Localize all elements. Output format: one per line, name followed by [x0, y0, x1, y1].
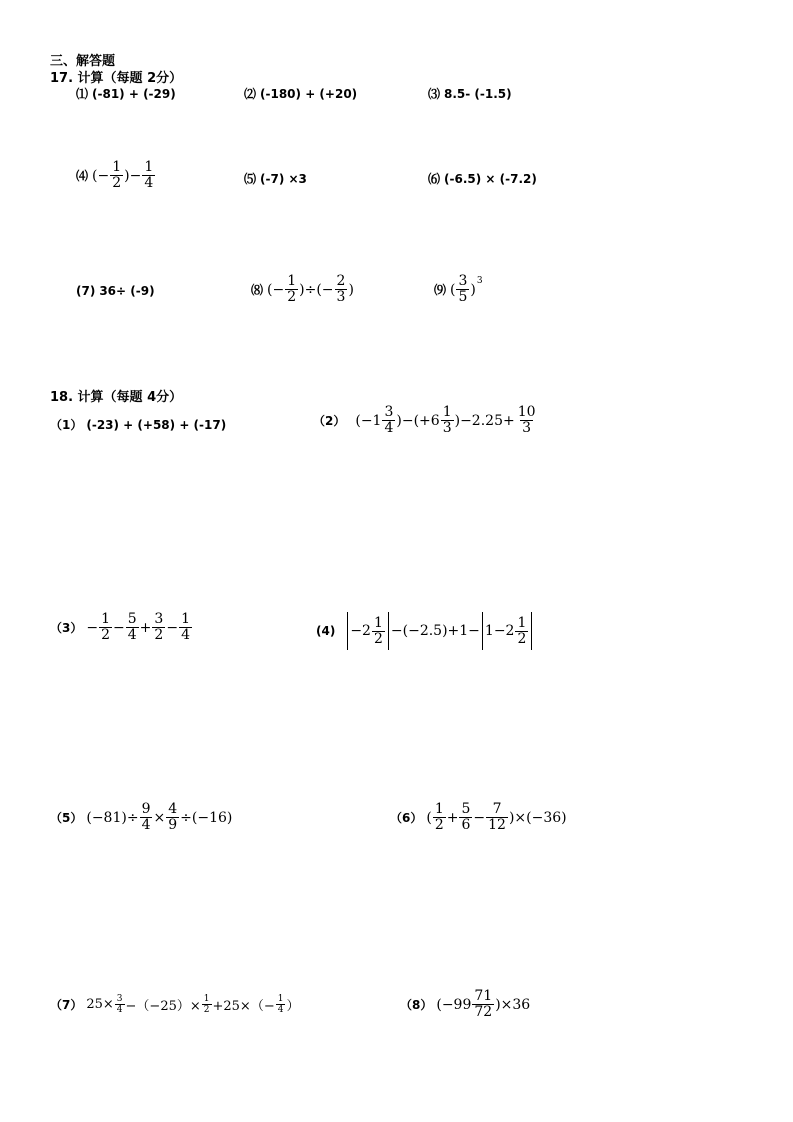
fraction: [372, 616, 385, 647]
denominator: 2: [373, 630, 383, 647]
absolute-value-bar: [388, 612, 389, 650]
problem-expression: (-6.5) × (-7.2): [444, 171, 537, 186]
math-text: −(−2.5)+1−: [390, 623, 480, 639]
q18-problem-4: [316, 612, 534, 650]
q17-title: 17. 计算（每题 2分）: [50, 71, 183, 86]
math-text: ): [348, 281, 354, 298]
math-text: −2: [350, 623, 371, 639]
denominator: 12: [488, 817, 506, 833]
fraction: [441, 405, 454, 436]
math-text: (−99: [436, 996, 472, 1013]
numerator: 4: [168, 801, 178, 817]
numerator: 5: [127, 611, 137, 627]
problem-expression: 8.5- (-1.5): [444, 86, 512, 101]
fraction: [285, 274, 298, 305]
fraction: [472, 989, 494, 1020]
math-text: −: [166, 619, 179, 636]
problem-label: （7）: [50, 998, 83, 1012]
problem-label: ⑶: [428, 87, 441, 101]
problem-expression: (-180) + (+20): [260, 86, 358, 101]
numerator: 2: [336, 273, 346, 289]
denominator: 4: [181, 627, 190, 643]
problem-expression: [267, 274, 354, 305]
numerator: 10: [517, 404, 536, 420]
fraction: [179, 612, 192, 643]
numerator: 3: [458, 273, 468, 289]
exponent: 3: [476, 275, 483, 286]
denominator: 4: [141, 817, 151, 833]
denominator: 4: [277, 1005, 284, 1015]
q17-problem-3: [428, 85, 512, 102]
denominator: 3: [336, 289, 346, 305]
problem-expression: [426, 802, 566, 833]
math-text: −: [113, 619, 125, 636]
q17-problem-4: [76, 160, 156, 191]
problem-label: ⑵: [244, 87, 257, 101]
numerator: 1: [277, 994, 284, 1004]
problem-label: ⑷: [76, 169, 89, 183]
denominator: 2: [112, 175, 122, 191]
math-text: (−: [267, 281, 285, 298]
denominator: 4: [144, 175, 154, 191]
fraction: [142, 160, 155, 191]
math-text: −: [86, 619, 99, 636]
numerator: 1: [517, 614, 527, 631]
fraction: [335, 274, 348, 305]
numerator: 1: [287, 273, 297, 289]
section-title: 三、解答题: [50, 54, 116, 69]
fraction: [516, 405, 538, 436]
fraction: [456, 274, 469, 305]
numerator: 3: [116, 994, 123, 1004]
fraction: [515, 616, 528, 647]
denominator: 3: [442, 420, 452, 436]
problem-expression: [92, 160, 156, 191]
problem-expression: 36÷ (-9): [99, 284, 155, 298]
denominator: 72: [474, 1004, 493, 1020]
q17-problem-5: [244, 170, 307, 187]
math-text: +25×（−: [212, 999, 275, 1014]
q18-title: 18. 计算（每题 4分）: [50, 390, 183, 405]
fraction: [202, 994, 212, 1015]
problem-expression: [355, 405, 538, 436]
absolute-value-bar: [482, 612, 483, 650]
q17-problem-9: [434, 274, 483, 305]
numerator: 1: [442, 404, 452, 420]
math-text: −（−25）×: [125, 999, 201, 1014]
denominator: 4: [384, 420, 394, 436]
math-text: ×: [153, 809, 166, 826]
problem-expression: (-23) + (+58) + (-17): [86, 417, 227, 432]
numerator: 1: [181, 611, 190, 627]
numerator: 7: [492, 801, 502, 817]
denominator: 4: [127, 627, 137, 643]
problem-label: ⑴: [76, 87, 89, 101]
denominator: 9: [168, 817, 178, 833]
math-text: )×(−36): [508, 809, 567, 826]
denominator: 2: [434, 817, 444, 833]
denominator: 2: [287, 289, 297, 305]
problem-expression: (-7) ×3: [260, 171, 307, 186]
q18-problem-5: [50, 802, 232, 833]
problem-label: （8）: [400, 998, 433, 1012]
math-text: (−: [92, 167, 110, 184]
q17-problem-6: [428, 170, 537, 187]
fraction: [166, 802, 179, 833]
math-text: ）: [286, 999, 300, 1014]
fraction: [433, 802, 446, 833]
math-text: )÷(−: [299, 281, 334, 298]
q18-problem-1: [50, 416, 226, 433]
fraction: [115, 994, 125, 1015]
numerator: 1: [101, 611, 111, 627]
numerator: 1: [434, 801, 444, 817]
absolute-value-bar: [347, 612, 348, 650]
denominator: 5: [458, 289, 468, 305]
q18-problem-8: [400, 989, 530, 1020]
math-text: (: [426, 809, 432, 826]
q18-problem-7: [50, 994, 299, 1015]
absolute-value-bar: [531, 612, 532, 650]
math-text: −: [473, 809, 486, 826]
problem-expression: [450, 274, 483, 305]
problem-label: （5）: [50, 811, 83, 825]
problem-expression: [86, 612, 193, 643]
problem-expression: [86, 802, 232, 833]
denominator: 4: [116, 1005, 123, 1015]
problem-label: （2）: [313, 414, 346, 428]
numerator: 3: [384, 404, 394, 420]
q17-problem-7: [76, 284, 155, 298]
math-text: )−: [124, 167, 142, 184]
math-text: 1−2: [484, 623, 515, 639]
fraction: [276, 994, 286, 1015]
fraction: [459, 802, 472, 833]
math-text: (−81)÷: [86, 809, 139, 826]
math-text: (: [450, 281, 456, 298]
numerator: 71: [474, 988, 493, 1004]
math-text: )×36: [495, 996, 531, 1013]
math-text: (−1: [355, 412, 382, 429]
numerator: 3: [154, 611, 164, 627]
fraction: [382, 405, 395, 436]
denominator: 2: [203, 1005, 210, 1015]
problem-label: ⑻: [251, 283, 264, 297]
math-text: )−2.25+: [454, 412, 515, 429]
numerator: 1: [144, 159, 154, 175]
problem-expression: [436, 989, 530, 1020]
math-text: +: [139, 619, 152, 636]
problem-label: (4): [316, 624, 336, 638]
math-text: 25×: [86, 997, 114, 1012]
numerator: 1: [373, 614, 383, 631]
math-text: +: [446, 809, 459, 826]
numerator: 9: [141, 801, 151, 817]
denominator: 6: [461, 817, 471, 833]
problem-label: ⑼: [434, 283, 447, 297]
fraction: [99, 612, 112, 643]
problem-label: (7): [76, 284, 96, 298]
fraction: [126, 612, 139, 643]
problem-expression: [86, 994, 299, 1015]
q18-problem-2: [313, 405, 539, 436]
denominator: 2: [517, 630, 527, 647]
q17-problem-2: [244, 85, 357, 102]
problem-expression: (-81) + (-29): [92, 86, 176, 101]
denominator: 3: [522, 420, 532, 436]
problem-label: ⑹: [428, 172, 441, 186]
q18-problem-6: [390, 802, 567, 833]
q17-problem-1: [76, 85, 176, 102]
q17-problem-8: [251, 274, 354, 305]
numerator: 5: [461, 801, 471, 817]
numerator: 1: [112, 159, 122, 175]
math-text: ): [470, 281, 476, 298]
denominator: 2: [101, 627, 111, 643]
problem-label: （3）: [50, 621, 83, 635]
fraction: [152, 612, 165, 643]
problem-label: （6）: [390, 811, 423, 825]
problem-label: ⑸: [244, 172, 257, 186]
q18-problem-3: [50, 612, 193, 643]
numerator: 1: [203, 994, 210, 1004]
denominator: 2: [154, 627, 164, 643]
fraction: [140, 802, 153, 833]
math-text: )−(+6: [396, 412, 440, 429]
fraction: [110, 160, 123, 191]
fraction: [486, 802, 508, 833]
math-text: ÷(−16): [180, 809, 233, 826]
problem-label: （1）: [50, 418, 83, 432]
problem-expression: [345, 612, 534, 650]
